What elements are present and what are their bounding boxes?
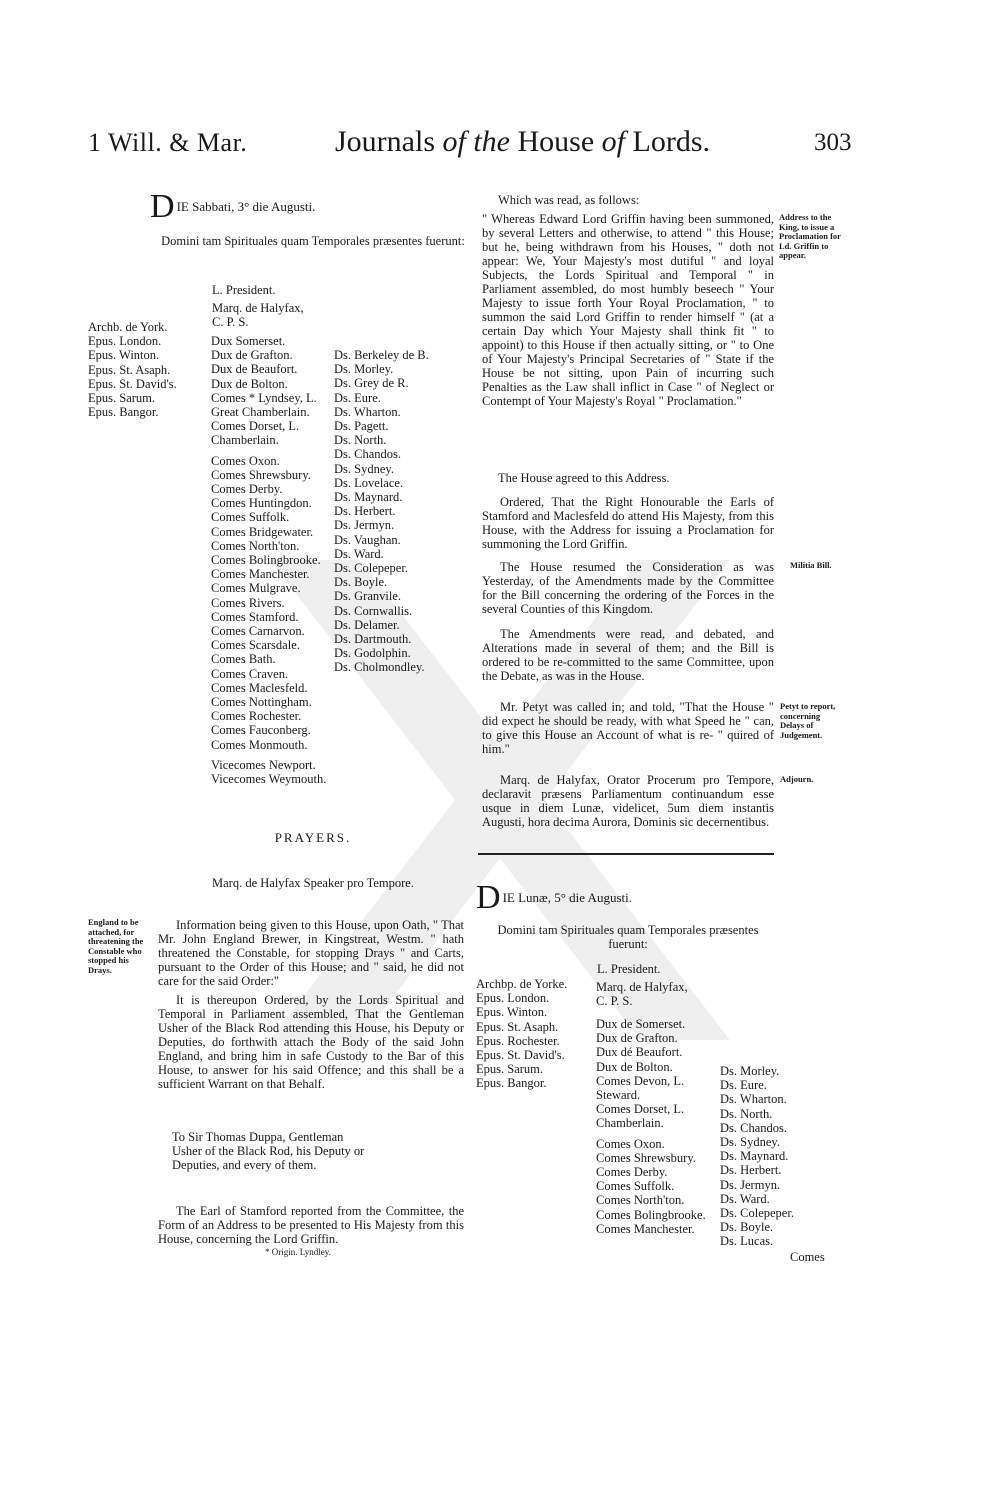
page-number: 303 [814, 129, 852, 156]
warrant-address: To Sir Thomas Duppa, Gentleman Usher of the Black Rod, his Deputy or Deputies, and every of them. [172, 1130, 365, 1172]
baron: Ds. Eure. [720, 1078, 767, 1093]
baron: Ds. Delamer. [334, 617, 400, 632]
temporal-lord: Comes Bridgewater. [211, 524, 314, 539]
temporal-lord: Comes Oxon. [596, 1136, 665, 1151]
temporal-lord: Comes * Lyndsey, L. [211, 390, 317, 405]
ordered-attach-paragraph: It is thereupon Ordered, by the Lords Spiritual and Temporal in Parliament assembled, That the Gentleman Usher of the Black Rod attending this House, his Deputy or Deputies, do forthwith attach the Body of the said John England, and bring him in safe Custody to the Bar of this House, to answer for his said Offence; and this shall be a sufficient Warrant on that Behalf. [158, 993, 464, 1091]
spiritual-lord: Epus. London. [476, 991, 550, 1006]
temporal-lord: Comes Carnarvon. [211, 624, 305, 639]
baron: Ds. Morley. [334, 362, 394, 377]
day2-domini: Domini tam Spirituales quam Temporales præsentes fuerunt: [497, 923, 759, 952]
temporal-lord: Comes Derby. [596, 1165, 668, 1180]
baron: Ds. North. [334, 433, 387, 448]
spiritual-lord: Epus. Sarum. [88, 391, 156, 406]
baron: Ds. Wharton. [334, 404, 401, 419]
temporal-lord: Dux de Somerset. [596, 1017, 686, 1031]
temporal-lord: Comes Maclesfeld. [211, 680, 308, 695]
ordered-stamford: Ordered, That the Right Honourable the Earls of Stamford and Maclesfeld do attend His Majesty, from this House, with the Address for issuing a Proclamation for summoning the Lord Griffin. [482, 495, 774, 551]
temporal-lord: Comes Nottingham. [211, 695, 312, 710]
baron: Ds. Grey de R. [334, 376, 409, 391]
baron: Ds. Wharton. [720, 1092, 787, 1107]
day1-spiritual-list [88, 320, 177, 419]
spiritual-lord: Epus. Bangor. [88, 405, 159, 420]
day2-barons-list [720, 1064, 794, 1249]
baron: Ds. Herbert. [720, 1163, 782, 1178]
temporal-lord: Comes Craven. [211, 666, 289, 681]
spiritual-lord: Archbp. de Yorke. [476, 977, 568, 991]
temporal-lord: Great Chamberlain. [211, 405, 310, 420]
baron: Ds. Sydney. [334, 461, 394, 476]
day1-heading: DIE Sabbati, 3° die Augusti. [150, 188, 316, 225]
baron: Ds. Jermyn. [334, 518, 395, 533]
spiritual-lord: Epus. Winton. [476, 1005, 548, 1020]
spiritual-lord: Archb. de York. [88, 320, 168, 334]
baron: Ds. Godolphin. [334, 646, 411, 661]
baron: Ds. Dartmouth. [334, 632, 412, 647]
baron: Ds. Cholmondley. [334, 660, 425, 675]
baron: Ds. Colepeper. [334, 561, 408, 576]
petyt-paragraph: Mr. Petyt was called in; and told, "That the House " did expect he should be ready, with what Speed he " can, to give this House an Account of what is re- " quired of him." [482, 700, 774, 756]
temporal-lord: Comes Fauconberg. [211, 723, 311, 738]
day1-barons-list [334, 348, 429, 675]
margin-note-adjourn: Adjourn. [780, 774, 814, 784]
which-was-read: Which was read, as follows: [498, 193, 640, 207]
temporal-lord: Chamberlain. [211, 433, 279, 448]
baron: Ds. Cornwallis. [334, 603, 413, 618]
temporal-lord: Steward. [596, 1088, 641, 1103]
spiritual-lord: Epus. Sarum. [476, 1062, 544, 1077]
baron: Ds. Boyle. [334, 575, 388, 590]
baron: Ds. Jermyn. [720, 1177, 781, 1192]
temporal-lord: Comes Oxon. [211, 453, 280, 468]
temporal-lord: Comes Monmouth. [211, 737, 308, 752]
spiritual-lord: Epus. Rochester. [476, 1033, 560, 1048]
baron: Ds. Vaughan. [334, 532, 401, 547]
prayers-heading: PRAYERS. [274, 830, 352, 845]
temporal-lord: Dux dé Beaufort. [596, 1045, 683, 1060]
temporal-lord: Dux de Bolton. [211, 376, 288, 391]
temporal-lord: Dux de Grafton. [596, 1031, 678, 1046]
spiritual-lord: Epus. St. David's. [88, 376, 177, 391]
header-title: Journals of the House of Lords. [335, 125, 710, 158]
address-text: " Whereas Edward Lord Griffin having been summoned, by several Letters and otherwise, to attend " this House; but he, being withdrawn from his Houses, " doth not appear: We, Your Majesty's most dutiful " and loyal Subjects, the Lords Spiritual and Temporal " in Parliament assembled, do most humbly beseech " Your Majesty to issue forth Your Royal Proclamation, " to summon the said Lord Griffin to render himself " (at a certain Day which Your Majesty shall think fit " to appoint) to this House if then actually sitting, or " to One of Your Majesty's Principal Secretaries of " State if the House be not sitting, upon Pain of incurring such Penalties as the Law shall inflict in Case " of Neglect or Contempt of Your Majesty's Royal " Proclamation." [482, 212, 774, 408]
baron: Ds. Maynard. [720, 1149, 789, 1164]
baron: Ds. Sydney. [720, 1135, 780, 1150]
margin-note-address: Address to the King, to issue a Proclamation for Ld. Griffin to appear. [779, 212, 841, 260]
temporal-lord: Comes Rochester. [211, 709, 302, 724]
temporal-lord: Comes Derby. [211, 482, 283, 497]
day2-spiritual-list [476, 977, 567, 1091]
baron: Ds. Ward. [334, 546, 384, 561]
temporal-lord: Comes Dorset, L. [596, 1102, 685, 1117]
baron: Ds. Lucas. [720, 1234, 774, 1249]
temporal-lord: Comes Suffolk. [211, 510, 290, 525]
header-regnal-year: 1 Will. & Mar. [88, 128, 248, 157]
margin-note-militia: Militia Bill. [790, 560, 832, 570]
temporal-lord: Comes Suffolk. [596, 1179, 675, 1194]
spiritual-lord: Epus. Winton. [88, 348, 160, 363]
information-paragraph: Information being given to this House, upon Oath, " That Mr. John England Brewer, in Kingstreat, Westm. " hath threatened the Constable, for stopping Drays " and Carts, pursuant to the Order of this House; and " said, he did not care for the said Order:" [158, 918, 464, 988]
temporal-lord: Comes Manchester. [211, 567, 310, 582]
baron: Ds. Chandos. [720, 1120, 788, 1135]
baron: Ds. North. [720, 1106, 773, 1121]
temporal-lord: Dux de Beaufort. [211, 362, 298, 377]
temporal-lord: Chamberlain. [596, 1116, 664, 1131]
spiritual-lord: Epus. Bangor. [476, 1076, 547, 1091]
temporal-lord: Dux Somerset. [211, 334, 286, 348]
baron: Ds. Granvile. [334, 589, 401, 604]
temporal-lord: Comes Shrewsbury. [596, 1150, 696, 1165]
catchword: Comes [790, 1250, 825, 1264]
day1-president: L. President. [212, 283, 276, 297]
day2-temporal-list [596, 1017, 706, 1236]
section-rule [478, 853, 774, 855]
temporal-lord: Comes North'ton. [211, 538, 300, 553]
baron: Ds. Maynard. [334, 490, 403, 505]
amendments-paragraph: The Amendments were read, and debated, and Alterations made in several of them; and the Bill is ordered to be re-committed to the same Committee, upon the Debate, as was in the House. [482, 627, 774, 683]
spiritual-lord: Epus. St. David's. [476, 1048, 565, 1063]
temporal-lord: Vicecomes Weymouth. [211, 772, 327, 787]
militia-resumed: The House resumed the Consideration as was Yesterday, of the Amendments made by the Committee for the Bill concerning the ordering of the Forces in the several Counties of this Kingdom. [482, 560, 774, 616]
temporal-lord: Comes Scarsdale. [211, 638, 300, 653]
temporal-lord: Comes Stamford. [211, 609, 299, 624]
temporal-lord: Dux de Grafton. [211, 348, 293, 363]
baron: Ds. Eure. [334, 390, 381, 405]
spiritual-lord: Epus. St. Asaph. [88, 362, 171, 377]
day1-temporal-list [211, 334, 326, 786]
baron: Ds. Berkeley de B. [334, 348, 429, 362]
temporal-lord: Comes Shrewsbury. [211, 467, 311, 482]
baron: Ds. Pagett. [334, 419, 389, 434]
temporal-lord: Vicecomes Newport. [211, 757, 316, 772]
baron: Ds. Colepeper. [720, 1206, 794, 1221]
temporal-lord: Comes Dorset, L. [211, 419, 300, 434]
baron: Ds. Chandos. [334, 447, 402, 462]
day2-president: L. President. [597, 962, 661, 976]
day2-heading: DIE Lunæ, 5° die Augusti. [476, 879, 632, 916]
baron: Ds. Herbert. [334, 504, 396, 519]
temporal-lord: Dux de Bolton. [596, 1059, 673, 1074]
spiritual-lord: Epus. St. Asaph. [476, 1019, 559, 1034]
temporal-lord: Comes Rivers. [211, 595, 285, 610]
spiritual-lord: Epus. London. [88, 334, 162, 349]
temporal-lord: Comes Devon, L. [596, 1073, 685, 1088]
temporal-lord: Comes Bath. [211, 652, 276, 667]
temporal-lord: Comes Manchester. [596, 1221, 695, 1236]
baron: Ds. Lovelace. [334, 475, 404, 490]
margin-note-england: England to be attached, for threatening the Constable who stopped his Drays. [88, 917, 144, 975]
house-agreed: The House agreed to this Address. [498, 471, 670, 485]
baron: Ds. Boyle. [720, 1220, 774, 1235]
baron: Ds. Morley. [720, 1064, 780, 1078]
day1-marq: Marq. de Halyfax, C. P. S. [212, 301, 304, 330]
temporal-lord: Comes Bolingbrooke. [211, 553, 321, 568]
speaker-pro-tempore: Marq. de Halyfax Speaker pro Tempore. [212, 876, 414, 890]
earl-stamford-report: The Earl of Stamford reported from the Committee, the Form of an Address to be presented to His Majesty from this House, concerning the Lord Griffin. [158, 1204, 464, 1246]
baron: Ds. Ward. [720, 1191, 770, 1206]
temporal-lord: Comes North'ton. [596, 1193, 685, 1208]
temporal-lord: Comes Bolingbrooke. [596, 1207, 706, 1222]
temporal-lord: Comes Huntingdon. [211, 496, 312, 511]
temporal-lord: Comes Mulgrave. [211, 581, 301, 596]
margin-note-petyt: Petyt to report, concerning Delays of Judgement. [780, 701, 836, 740]
day2-marq: Marq. de Halyfax, C. P. S. [596, 980, 688, 1009]
day1-domini: Domini tam Spirituales quam Temporales præsentes fuerunt: [161, 234, 465, 248]
adjournment-paragraph: Marq. de Halyfax, Orator Procerum pro Tempore, declaravit præsens Parliamentum continuandum esse usque in diem Lunæ, videlicet, 5um diem instantis Augusti, hora decima Aurora, Dominis sic decernentibus. [482, 773, 774, 829]
footnote: * Origin. Lyndley. [265, 1247, 331, 1257]
